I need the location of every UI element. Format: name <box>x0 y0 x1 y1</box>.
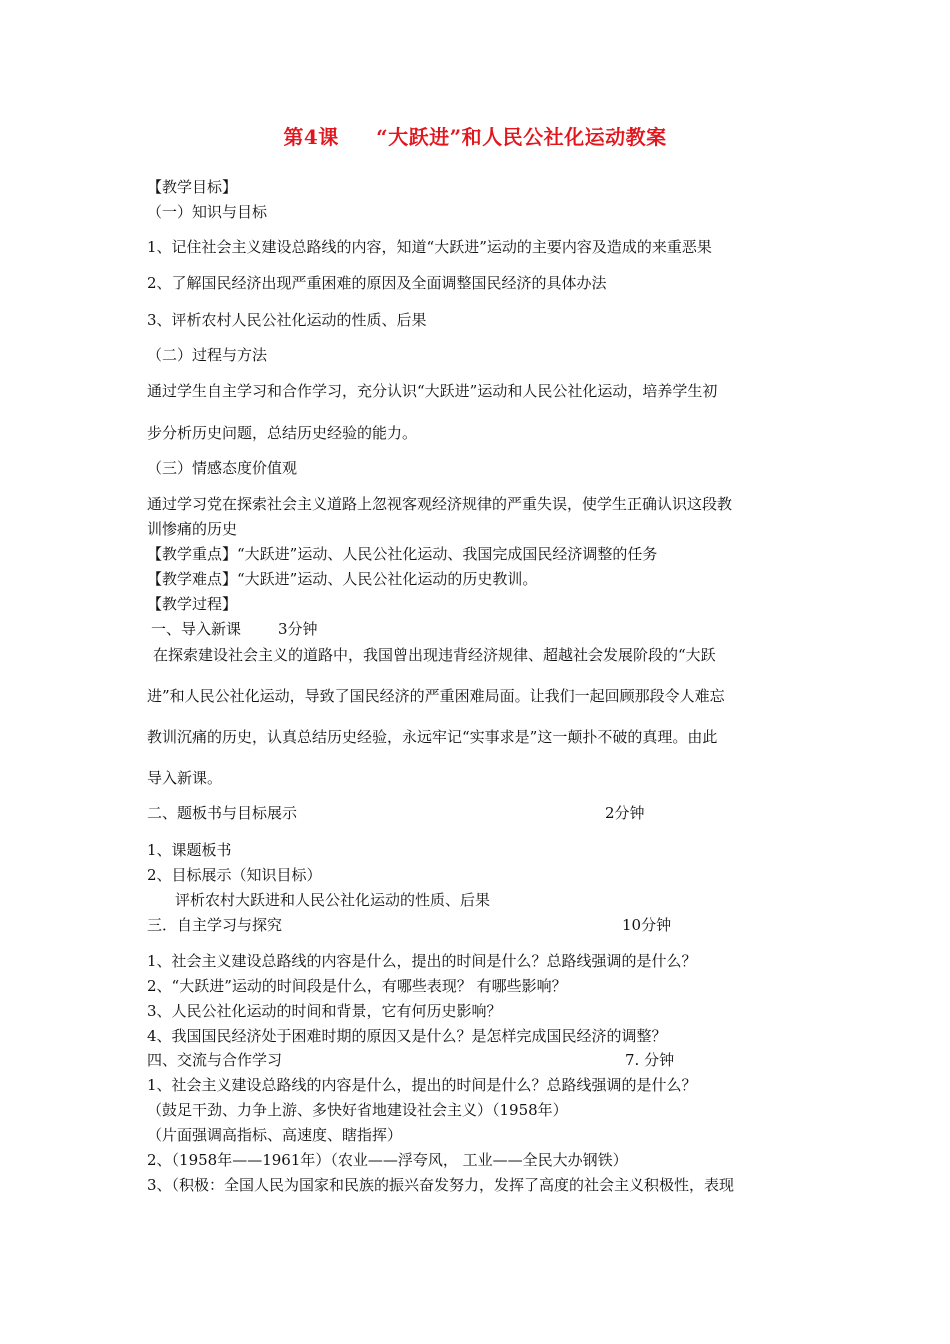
section-heading-process: 【教学过程】 <box>147 595 238 613</box>
step-2-label: 二、题板书与目标展示 <box>147 804 298 822</box>
step-1-heading <box>151 619 318 639</box>
section-heading-objectives: 【教学目标】 <box>147 178 238 196</box>
step-3-heading <box>147 915 672 935</box>
answer-1-content: （鼓足干劲、力争上游、多快好省地建设社会主义）（1958年） <box>147 1101 568 1119</box>
step-2-item-2-detail: 评析农村大跃进和人民公社化运动的性质、后果 <box>175 891 491 909</box>
answer-1-question: 1、社会主义建设总路线的内容是什么，提出的时间是什么？总路线强调的是什么？ <box>147 1076 697 1094</box>
step-2-item-1: 1、课题板书 <box>147 841 232 859</box>
step-4-duration: 7. 分钟 <box>625 1051 675 1069</box>
difficult-points: 【教学难点】“大跃进”运动、人民公社化运动的历史教训。 <box>147 570 538 588</box>
subheading-knowledge: （一）知识与目标 <box>147 203 268 221</box>
intro-text-line-3: 教训沉痛的历史，认真总结历史经验，永远牢记“实事求是”这一颠扑不破的真理。由此 <box>147 728 718 746</box>
question-3: 3、人民公社化运动的时间和背景，它有何历史影响？ <box>147 1002 502 1020</box>
document-title <box>0 121 950 150</box>
question-4: 4、我国国民经济处于困难时期的原因又是什么？是怎样完成国民经济的调整？ <box>147 1027 667 1045</box>
subheading-values: （三）情感态度价值观 <box>147 459 298 477</box>
step-3-label: 三．自主学习与探究 <box>147 916 283 934</box>
question-2: 2、“大跃进”运动的时间段是什么，有哪些表现？ 有哪些影响？ <box>147 977 567 995</box>
intro-text-line-2: 进”和人民公社化运动，导致了国民经济的严重困难局面。让我们一起回顾那段令人难忘 <box>147 687 725 705</box>
answer-3: 3、（积极：全国人民为国家和民族的振兴奋发努力，发挥了高度的社会主义积极性，表现 <box>147 1176 735 1194</box>
key-points: 【教学重点】“大跃进”运动、人民公社化运动、我国完成国民经济调整的任务 <box>147 545 658 563</box>
step-3-duration: 10分钟 <box>622 916 672 934</box>
answer-1-note: （片面强调高指标、高速度、瞎指挥） <box>147 1126 403 1144</box>
step-4-label: 四、交流与合作学习 <box>147 1051 283 1069</box>
answer-2: 2、（1958年——1961年）（农业——浮夸风， 工业——全民大办钢铁） <box>147 1151 628 1169</box>
question-1: 1、社会主义建设总路线的内容是什么，提出的时间是什么？总路线强调的是什么？ <box>147 952 697 970</box>
lesson-number: 第4课 <box>283 125 339 149</box>
subheading-process: （二）过程与方法 <box>147 346 268 364</box>
objective-3: 3、评析农村人民公社化运动的性质、后果 <box>147 311 427 329</box>
step-4-heading <box>147 1050 675 1070</box>
process-text-line-1: 通过学生自主学习和合作学习，充分认识“大跃进”运动和人民公社化运动，培养学生初 <box>147 382 718 400</box>
objective-2: 2、了解国民经济出现严重困难的原因及全面调整国民经济的具体办法 <box>147 274 607 292</box>
values-text-line-2: 训惨痛的历史 <box>147 520 238 538</box>
values-text-line-1: 通过学习党在探索社会主义道路上忽视客观经济规律的严重失误，使学生正确认识这段教 <box>147 495 733 513</box>
intro-text-line-1: 在探索建设社会主义的道路中，我国曾出现违背经济规律、超越社会发展阶段的“大跃 <box>153 646 716 664</box>
step-2-item-2: 2、目标展示（知识目标） <box>147 866 322 884</box>
process-text-line-2: 步分析历史问题，总结历史经验的能力。 <box>147 424 418 442</box>
lesson-name: “大跃进”和人民公社化运动教案 <box>376 125 667 149</box>
step-2-duration: 2分钟 <box>605 804 645 822</box>
intro-text-line-4: 导入新课。 <box>147 769 223 787</box>
objective-1: 1、记住社会主义建设总路线的内容，知道“大跃进”运动的主要内容及造成的来重恶果 <box>147 238 712 256</box>
step-1-duration: 3分钟 <box>278 620 318 638</box>
step-2-heading <box>147 803 645 823</box>
step-1-label: 一、导入新课 <box>151 620 242 638</box>
